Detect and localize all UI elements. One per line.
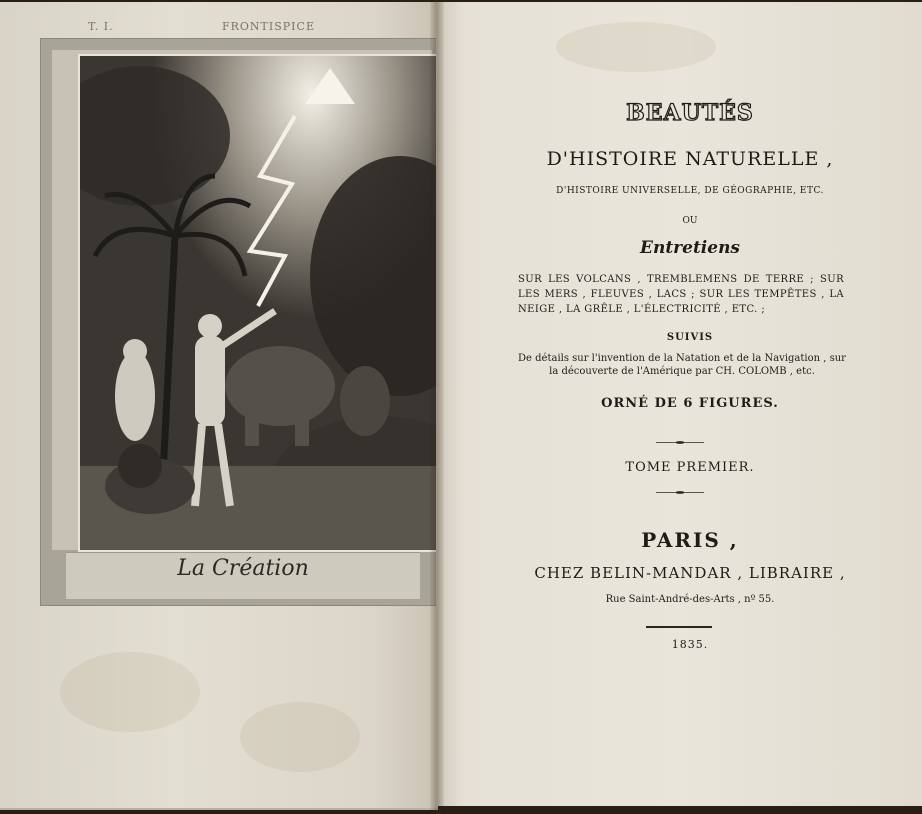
book-title: BEAUTÉS	[626, 100, 754, 126]
topics-paragraph: SUR LES VOLCANS , TREMBLEMENS DE TERRE ; SUR LES MERS , FLEUVES , LACS ; SUR LES TEMPÊTES , LA NEIGE , LA GRÊLE , L'ÉLECTRICITÉ , ETC. ;	[518, 274, 844, 315]
entretiens-heading: Entretiens	[640, 238, 740, 258]
creation-engraving-illustration	[78, 54, 438, 552]
address: Rue Saint-André-des-Arts , nº 55.	[605, 594, 775, 605]
details-text: De détails sur l'invention de la Natation et de la Navigation , sur la découverte de l'Amérique par CH. COLOMB , etc.	[518, 353, 846, 377]
frontispice-label: FRONTISPICE	[222, 20, 315, 33]
suivis-text: SUIVIS	[666, 332, 714, 343]
tome-label: T. I.	[88, 20, 114, 33]
book-gutter	[430, 0, 444, 814]
figures-note: ORNÉ DE 6 FIGURES.	[601, 396, 779, 411]
ou-text: OU	[682, 216, 698, 226]
year: 1835.	[671, 638, 709, 651]
city: PARIS ,	[641, 528, 739, 552]
ornamental-rule-icon	[648, 441, 712, 444]
publisher: CHEZ BELIN-MANDAR , LIBRAIRE ,	[534, 564, 846, 582]
tome-heading: TOME PREMIER.	[625, 460, 755, 475]
paper-stain	[240, 702, 360, 772]
paper-stain	[556, 22, 716, 72]
engraving-svg	[80, 56, 436, 550]
book-subtitle: D'HISTOIRE NATURELLE ,	[546, 148, 834, 170]
ornamental-rule-icon	[648, 491, 712, 494]
plate-caption: La Création	[177, 556, 309, 581]
rule-divider	[646, 626, 712, 628]
subtitle-line: D'HISTOIRE UNIVERSELLE, DE GÉOGRAPHIE, ETC.	[556, 186, 824, 196]
paper-stain	[60, 652, 200, 732]
